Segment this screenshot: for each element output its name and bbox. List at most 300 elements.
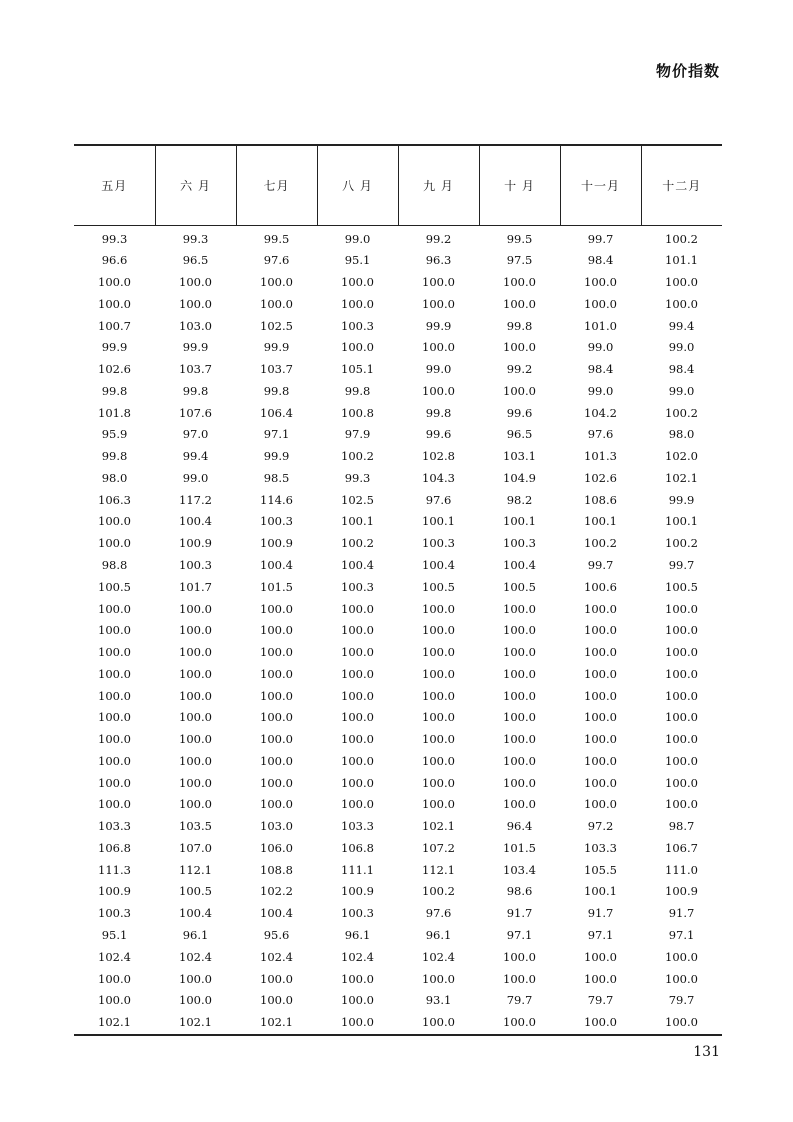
table-cell: 91.7 bbox=[587, 906, 614, 921]
table-row bbox=[74, 881, 722, 903]
table-cell: 96.1 bbox=[344, 928, 371, 942]
table-cell: 100.4 bbox=[341, 557, 374, 572]
table-cell: 100.0 bbox=[584, 949, 617, 964]
table-cell: 99.9 bbox=[425, 318, 452, 333]
table-cell: 97.0 bbox=[182, 427, 209, 442]
table-cell: 100.0 bbox=[341, 296, 374, 311]
table-cell: 100.0 bbox=[398, 1012, 479, 1035]
table-cell: 99.4 bbox=[668, 318, 695, 333]
table-cell: 97.9 bbox=[344, 427, 371, 442]
table-cell: 98.4 bbox=[587, 362, 614, 377]
table-row bbox=[74, 337, 722, 359]
table-cell: 100.0 bbox=[665, 710, 698, 725]
table-cell: 99.2 bbox=[506, 362, 533, 377]
table-cell: 100.0 bbox=[341, 710, 374, 725]
table-cell: 100.1 bbox=[584, 884, 617, 899]
table-cell: 102.0 bbox=[665, 449, 698, 464]
table-cell: 100.0 bbox=[503, 797, 536, 812]
table-row bbox=[74, 925, 722, 947]
table-cell: 100.0 bbox=[341, 971, 374, 986]
table-cell: 100.0 bbox=[584, 296, 617, 311]
table-cell: 106.3 bbox=[98, 492, 131, 507]
table-cell: 100.3 bbox=[341, 579, 374, 594]
table-cell: 93.1 bbox=[425, 993, 452, 1008]
table-cell: 100.2 bbox=[422, 884, 455, 899]
table-cell: 98.8 bbox=[101, 557, 128, 572]
table-cell: 100.0 bbox=[422, 275, 455, 290]
table-cell: 99.3 bbox=[182, 231, 209, 246]
table-cell: 100.0 bbox=[260, 971, 293, 986]
table-cell: 96.1 bbox=[425, 928, 452, 942]
table-cell: 100.0 bbox=[422, 383, 455, 398]
table-cell: 98.0 bbox=[101, 470, 128, 485]
table-cell: 99.9 bbox=[182, 340, 209, 355]
table-cell: 100.0 bbox=[260, 296, 293, 311]
table-cell: 102.4 bbox=[341, 949, 374, 964]
table-cell: 106.4 bbox=[260, 405, 293, 420]
table-cell: 100.0 bbox=[260, 710, 293, 725]
table-cell: 111.0 bbox=[665, 862, 698, 877]
table-cell: 100.9 bbox=[665, 884, 698, 899]
table-row bbox=[74, 511, 722, 533]
table-cell: 100.2 bbox=[341, 536, 374, 551]
table-cell: 100.0 bbox=[584, 645, 617, 660]
table-cell: 100.1 bbox=[665, 514, 698, 529]
table-cell: 79.7 bbox=[506, 993, 533, 1008]
table-cell: 102.6 bbox=[584, 470, 617, 485]
table-row bbox=[74, 816, 722, 838]
table-cell: 100.0 bbox=[179, 775, 212, 790]
table-cell: 91.7 bbox=[506, 906, 533, 921]
table-cell: 102.4 bbox=[179, 949, 212, 964]
table-cell: 100.0 bbox=[179, 797, 212, 812]
table-row bbox=[74, 490, 722, 512]
table-cell: 100.9 bbox=[98, 884, 131, 899]
table-cell: 100.1 bbox=[422, 514, 455, 529]
table-row bbox=[74, 729, 722, 751]
table-cell: 107.0 bbox=[179, 840, 212, 855]
table-cell: 100.0 bbox=[665, 645, 698, 660]
table-cell: 102.4 bbox=[422, 949, 455, 964]
table-cell: 100.5 bbox=[665, 579, 698, 594]
table-cell: 100.0 bbox=[422, 797, 455, 812]
table-cell: 101.5 bbox=[503, 840, 536, 855]
table-cell: 99.8 bbox=[182, 383, 209, 398]
table-cell: 99.9 bbox=[668, 492, 695, 507]
table-cell: 100.0 bbox=[503, 645, 536, 660]
table-row bbox=[74, 533, 722, 555]
table-cell: 100.0 bbox=[665, 688, 698, 703]
table-cell: 100.0 bbox=[341, 775, 374, 790]
table-cell: 99.6 bbox=[506, 405, 533, 420]
table-cell: 102.4 bbox=[98, 949, 131, 964]
table-cell: 100.4 bbox=[260, 557, 293, 572]
table-cell: 100.0 bbox=[665, 666, 698, 681]
table-cell: 100.0 bbox=[98, 601, 131, 616]
table-cell: 100.0 bbox=[341, 275, 374, 290]
table-cell: 100.0 bbox=[422, 340, 455, 355]
table-cell: 100.9 bbox=[341, 884, 374, 899]
table-cell: 96.4 bbox=[506, 819, 533, 834]
table-cell: 100.0 bbox=[260, 645, 293, 660]
table-cell: 100.0 bbox=[98, 797, 131, 812]
table-row bbox=[74, 773, 722, 795]
table-cell: 95.6 bbox=[263, 928, 290, 942]
table-cell: 102.1 bbox=[422, 819, 455, 834]
column-header: 六 月 bbox=[155, 145, 236, 225]
table-row bbox=[74, 599, 722, 621]
table-cell: 100.0 bbox=[260, 623, 293, 638]
table-cell: 100.0 bbox=[98, 732, 131, 747]
table-cell: 103.3 bbox=[98, 819, 131, 834]
table-cell: 91.7 bbox=[668, 906, 695, 921]
table-cell: 99.6 bbox=[425, 427, 452, 442]
table-cell: 99.8 bbox=[344, 383, 371, 398]
table-cell: 100.0 bbox=[665, 275, 698, 290]
table-cell: 101.3 bbox=[584, 449, 617, 464]
table-cell: 100.0 bbox=[341, 732, 374, 747]
table-cell: 100.2 bbox=[665, 536, 698, 551]
table-cell: 112.1 bbox=[422, 862, 455, 877]
table-cell: 100.0 bbox=[179, 623, 212, 638]
table-cell: 102.1 bbox=[236, 1012, 317, 1035]
table-cell: 100.4 bbox=[260, 906, 293, 921]
table-cell: 99.0 bbox=[425, 362, 452, 377]
table-cell: 100.5 bbox=[503, 579, 536, 594]
table-cell: 106.8 bbox=[341, 840, 374, 855]
table-row bbox=[74, 250, 722, 272]
table-cell: 99.8 bbox=[506, 318, 533, 333]
table-row bbox=[74, 225, 722, 250]
table-cell: 100.0 bbox=[665, 601, 698, 616]
table-cell: 105.1 bbox=[341, 362, 374, 377]
table-cell: 100.0 bbox=[179, 275, 212, 290]
table-cell: 100.0 bbox=[179, 601, 212, 616]
table-cell: 100.6 bbox=[584, 579, 617, 594]
table-cell: 100.1 bbox=[584, 514, 617, 529]
table-row bbox=[74, 969, 722, 991]
table-cell: 106.0 bbox=[260, 840, 293, 855]
table-cell: 103.3 bbox=[341, 819, 374, 834]
table-cell: 99.9 bbox=[101, 340, 128, 355]
table-cell: 100.3 bbox=[260, 514, 293, 529]
table-cell: 100.0 bbox=[584, 753, 617, 768]
table-cell: 100.0 bbox=[341, 797, 374, 812]
table-cell: 100.0 bbox=[584, 732, 617, 747]
table-row bbox=[74, 751, 722, 773]
table-cell: 99.7 bbox=[587, 557, 614, 572]
table-cell: 100.0 bbox=[503, 601, 536, 616]
table-cell: 100.5 bbox=[422, 579, 455, 594]
table-cell: 100.2 bbox=[584, 536, 617, 551]
table-cell: 98.7 bbox=[668, 819, 695, 834]
table-cell: 99.9 bbox=[263, 340, 290, 355]
table-cell: 100.8 bbox=[341, 405, 374, 420]
table-cell: 112.1 bbox=[179, 862, 212, 877]
table-cell: 100.9 bbox=[260, 536, 293, 551]
table-cell: 95.1 bbox=[344, 253, 371, 268]
table-cell: 100.0 bbox=[503, 666, 536, 681]
table-cell: 100.0 bbox=[98, 688, 131, 703]
table-cell: 100.0 bbox=[641, 1012, 722, 1035]
table-cell: 97.6 bbox=[425, 906, 452, 921]
table-cell: 99.3 bbox=[101, 231, 128, 246]
table-cell: 100.0 bbox=[98, 753, 131, 768]
table-cell: 100.0 bbox=[179, 971, 212, 986]
table-cell: 102.5 bbox=[341, 492, 374, 507]
table-cell: 100.2 bbox=[341, 449, 374, 464]
table-row bbox=[74, 403, 722, 425]
table-cell: 100.0 bbox=[260, 732, 293, 747]
table-cell: 99.0 bbox=[182, 470, 209, 485]
table-cell: 98.6 bbox=[506, 884, 533, 899]
table-header bbox=[74, 145, 722, 225]
table-cell: 103.7 bbox=[260, 362, 293, 377]
table-cell: 98.4 bbox=[668, 362, 695, 377]
table-cell: 100.0 bbox=[260, 275, 293, 290]
table-cell: 100.0 bbox=[503, 275, 536, 290]
table-row bbox=[74, 381, 722, 403]
table-cell: 100.0 bbox=[665, 797, 698, 812]
table-cell: 100.0 bbox=[422, 971, 455, 986]
table-cell: 97.2 bbox=[587, 819, 614, 834]
table-cell: 100.0 bbox=[503, 753, 536, 768]
table-cell: 100.0 bbox=[260, 775, 293, 790]
table-cell: 99.7 bbox=[668, 557, 695, 572]
table-cell: 107.2 bbox=[422, 840, 455, 855]
table-cell: 100.0 bbox=[422, 710, 455, 725]
table-cell: 100.0 bbox=[98, 645, 131, 660]
column-header: 十二月 bbox=[641, 145, 722, 225]
table-cell: 99.3 bbox=[344, 470, 371, 485]
table-cell: 98.0 bbox=[668, 427, 695, 442]
table-cell: 100.0 bbox=[341, 666, 374, 681]
table-cell: 100.0 bbox=[341, 645, 374, 660]
table-row bbox=[74, 620, 722, 642]
table-cell: 100.0 bbox=[179, 645, 212, 660]
page-number: 131 bbox=[693, 1044, 720, 1060]
table-cell: 106.7 bbox=[665, 840, 698, 855]
table-cell: 100.7 bbox=[98, 318, 131, 333]
table-row bbox=[74, 642, 722, 664]
table-cell: 97.1 bbox=[263, 427, 290, 442]
table-cell: 100.0 bbox=[584, 797, 617, 812]
table-cell: 100.3 bbox=[503, 536, 536, 551]
table-cell: 97.1 bbox=[506, 928, 533, 942]
table-cell: 100.0 bbox=[665, 623, 698, 638]
table-cell: 100.0 bbox=[584, 775, 617, 790]
table-cell: 97.1 bbox=[587, 928, 614, 942]
table-cell: 100.0 bbox=[179, 666, 212, 681]
table-cell: 100.0 bbox=[584, 601, 617, 616]
column-header: 十 月 bbox=[479, 145, 560, 225]
table-cell: 111.1 bbox=[341, 862, 374, 877]
table-cell: 99.8 bbox=[101, 449, 128, 464]
table-cell: 100.0 bbox=[584, 971, 617, 986]
table-cell: 100.0 bbox=[341, 688, 374, 703]
table-cell: 99.9 bbox=[263, 449, 290, 464]
table-cell: 100.0 bbox=[422, 753, 455, 768]
column-header: 五月 bbox=[74, 145, 155, 225]
table-cell: 100.0 bbox=[560, 1012, 641, 1035]
table-cell: 99.0 bbox=[344, 231, 371, 246]
table-cell: 100.0 bbox=[503, 971, 536, 986]
table-cell: 99.0 bbox=[668, 383, 695, 398]
table-cell: 107.6 bbox=[179, 405, 212, 420]
table-cell: 102.5 bbox=[260, 318, 293, 333]
table-cell: 100.4 bbox=[422, 557, 455, 572]
table-cell: 102.2 bbox=[260, 884, 293, 899]
table-cell: 100.0 bbox=[422, 296, 455, 311]
table-cell: 114.6 bbox=[260, 492, 293, 507]
table-cell: 100.4 bbox=[179, 906, 212, 921]
table-cell: 96.3 bbox=[425, 253, 452, 268]
table-cell: 100.0 bbox=[584, 666, 617, 681]
table-cell: 100.0 bbox=[179, 993, 212, 1008]
table-cell: 79.7 bbox=[668, 993, 695, 1008]
table-cell: 101.8 bbox=[98, 405, 131, 420]
table-cell: 102.8 bbox=[422, 449, 455, 464]
table-cell: 99.8 bbox=[425, 405, 452, 420]
table-cell: 101.5 bbox=[260, 579, 293, 594]
table-cell: 100.0 bbox=[584, 623, 617, 638]
column-header: 九 月 bbox=[398, 145, 479, 225]
table-cell: 100.0 bbox=[584, 275, 617, 290]
table-cell: 99.0 bbox=[587, 340, 614, 355]
table-cell: 97.6 bbox=[587, 427, 614, 442]
table-cell: 100.0 bbox=[98, 666, 131, 681]
table-cell: 103.7 bbox=[179, 362, 212, 377]
table-cell: 100.3 bbox=[341, 906, 374, 921]
table-cell: 100.0 bbox=[98, 514, 131, 529]
table-cell: 100.0 bbox=[98, 536, 131, 551]
table-cell: 100.0 bbox=[260, 688, 293, 703]
table-cell: 98.5 bbox=[263, 470, 290, 485]
table-body bbox=[74, 225, 722, 1035]
table-cell: 101.7 bbox=[179, 579, 212, 594]
table-cell: 99.8 bbox=[101, 383, 128, 398]
table-row bbox=[74, 555, 722, 577]
table-row bbox=[74, 664, 722, 686]
table-cell: 104.9 bbox=[503, 470, 536, 485]
table-row bbox=[74, 707, 722, 729]
price-index-table bbox=[74, 144, 722, 1036]
table-cell: 100.0 bbox=[98, 296, 131, 311]
table-cell: 100.0 bbox=[422, 645, 455, 660]
section-title: 物价指数 bbox=[655, 62, 720, 80]
table-cell: 100.0 bbox=[179, 710, 212, 725]
table-cell: 99.4 bbox=[182, 449, 209, 464]
table-cell: 100.0 bbox=[503, 340, 536, 355]
table-cell: 100.0 bbox=[341, 993, 374, 1008]
table-cell: 104.3 bbox=[422, 470, 455, 485]
table-cell: 100.0 bbox=[665, 732, 698, 747]
table-cell: 103.1 bbox=[503, 449, 536, 464]
table-cell: 95.1 bbox=[101, 928, 128, 942]
table-cell: 108.6 bbox=[584, 492, 617, 507]
table-cell: 102.1 bbox=[665, 470, 698, 485]
table-cell: 100.0 bbox=[98, 710, 131, 725]
table-cell: 103.5 bbox=[179, 819, 212, 834]
table-cell: 104.2 bbox=[584, 405, 617, 420]
table-cell: 98.4 bbox=[587, 253, 614, 268]
table-cell: 100.0 bbox=[422, 688, 455, 703]
table-cell: 97.6 bbox=[263, 253, 290, 268]
table-cell: 100.0 bbox=[665, 775, 698, 790]
table-cell: 103.0 bbox=[179, 318, 212, 333]
table-cell: 99.8 bbox=[263, 383, 290, 398]
table-cell: 102.1 bbox=[74, 1012, 155, 1035]
table-row bbox=[74, 272, 722, 294]
table-cell: 100.0 bbox=[260, 666, 293, 681]
table-row bbox=[74, 424, 722, 446]
table-cell: 100.0 bbox=[503, 383, 536, 398]
table-cell: 100.0 bbox=[503, 688, 536, 703]
table-cell: 100.0 bbox=[341, 340, 374, 355]
table-cell: 99.5 bbox=[263, 231, 290, 246]
table-cell: 100.4 bbox=[503, 557, 536, 572]
table-row bbox=[74, 1012, 722, 1035]
table-cell: 97.1 bbox=[668, 928, 695, 942]
table-cell: 100.0 bbox=[341, 623, 374, 638]
table-cell: 100.0 bbox=[341, 753, 374, 768]
table-cell: 100.0 bbox=[179, 688, 212, 703]
table-cell: 100.0 bbox=[665, 949, 698, 964]
table-cell: 111.3 bbox=[98, 862, 131, 877]
table-row bbox=[74, 903, 722, 925]
table-row bbox=[74, 446, 722, 468]
table-cell: 99.2 bbox=[425, 231, 452, 246]
table-cell: 100.0 bbox=[479, 1012, 560, 1035]
table-cell: 100.0 bbox=[422, 666, 455, 681]
table-row bbox=[74, 686, 722, 708]
table-cell: 96.1 bbox=[182, 928, 209, 942]
table-cell: 102.6 bbox=[98, 362, 131, 377]
table-cell: 100.0 bbox=[341, 601, 374, 616]
table-cell: 100.0 bbox=[422, 775, 455, 790]
header-row bbox=[74, 145, 722, 225]
table-cell: 100.0 bbox=[260, 753, 293, 768]
table-cell: 100.0 bbox=[317, 1012, 398, 1035]
table-cell: 103.0 bbox=[260, 819, 293, 834]
table-row bbox=[74, 359, 722, 381]
table-cell: 100.0 bbox=[179, 296, 212, 311]
table-cell: 95.9 bbox=[101, 427, 128, 442]
price-index-table-container bbox=[74, 144, 722, 1036]
table-cell: 100.0 bbox=[503, 949, 536, 964]
table-cell: 103.3 bbox=[584, 840, 617, 855]
table-cell: 96.6 bbox=[101, 253, 128, 268]
table-cell: 100.0 bbox=[98, 971, 131, 986]
table-cell: 99.0 bbox=[587, 383, 614, 398]
table-cell: 100.0 bbox=[422, 623, 455, 638]
column-header: 十一月 bbox=[560, 145, 641, 225]
table-cell: 98.2 bbox=[506, 492, 533, 507]
table-cell: 102.1 bbox=[155, 1012, 236, 1035]
column-header: 八 月 bbox=[317, 145, 398, 225]
table-cell: 97.6 bbox=[425, 492, 452, 507]
table-cell: 100.3 bbox=[341, 318, 374, 333]
table-cell: 100.0 bbox=[584, 710, 617, 725]
table-cell: 100.9 bbox=[179, 536, 212, 551]
table-cell: 100.3 bbox=[98, 906, 131, 921]
table-cell: 100.3 bbox=[422, 536, 455, 551]
table-cell: 102.4 bbox=[260, 949, 293, 964]
table-cell: 99.7 bbox=[587, 231, 614, 246]
table-cell: 100.0 bbox=[260, 993, 293, 1008]
table-cell: 100.2 bbox=[665, 231, 698, 246]
table-cell: 100.0 bbox=[665, 753, 698, 768]
